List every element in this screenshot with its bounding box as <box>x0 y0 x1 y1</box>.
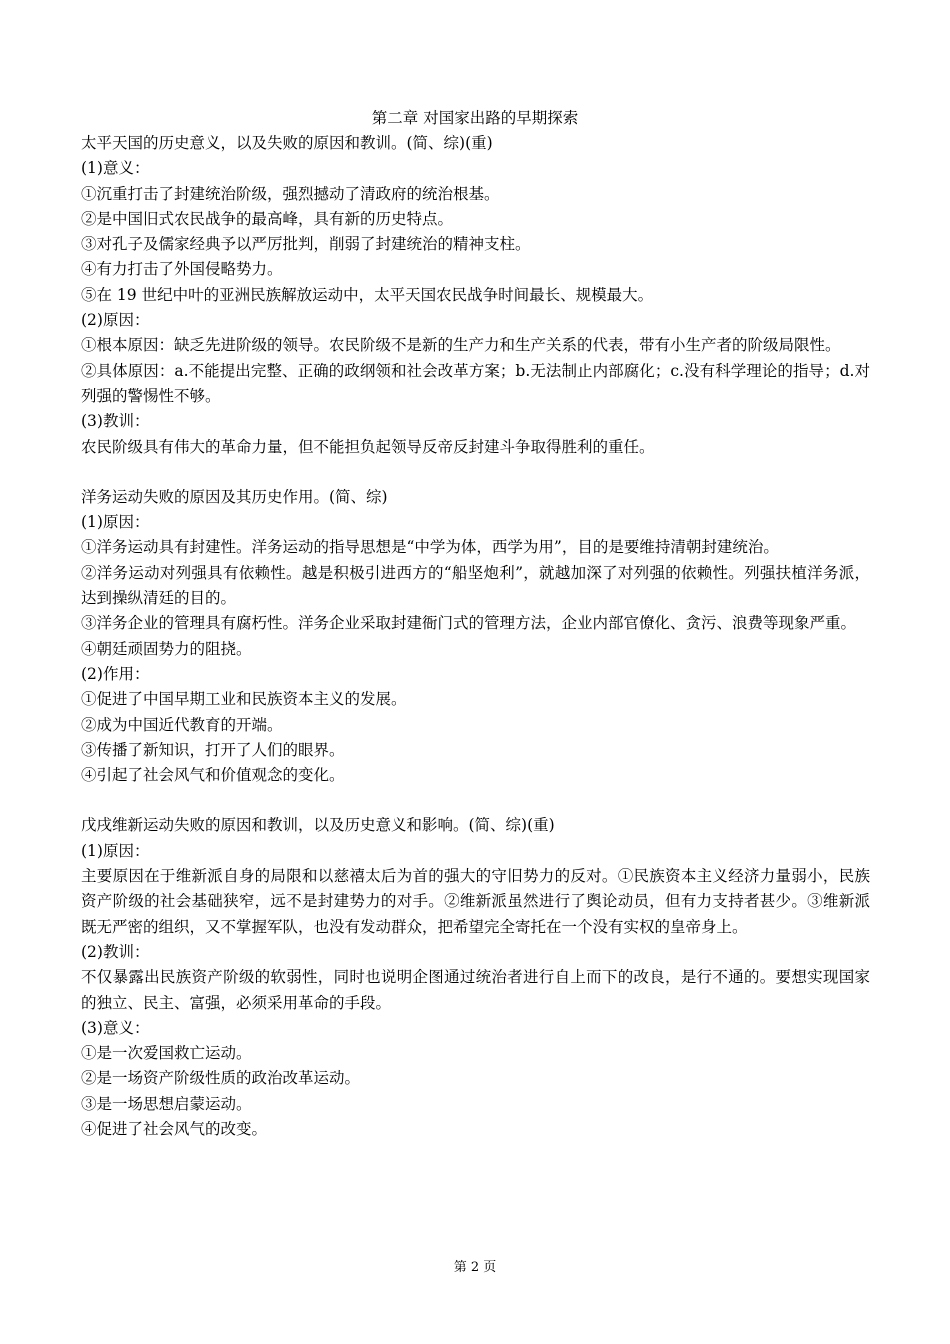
document-body <box>81 131 870 1142</box>
list-item: ④有力打击了外国侵略势力。 <box>81 260 283 279</box>
section-reform-1898 <box>81 813 870 1142</box>
list-item: ③对孔子及儒家经典予以严厉批判，削弱了封建统治的精神支柱。 <box>81 235 531 254</box>
list-item: ③洋务企业的管理具有腐朽性。洋务企业采取封建衙门式的管理方法，企业内部官僚化、贪污、浪费等现象严重。 <box>81 614 857 633</box>
list-item: ⑤在 19 世纪中叶的亚洲民族解放运动中，太平天国农民战争时间最长、规模最大。 <box>81 285 654 304</box>
paragraph: 农民阶级具有伟大的革命力量，但不能担负起领导反帝反封建斗争取得胜利的重任。 <box>81 437 655 456</box>
page-number: 第 2 页 <box>453 1260 497 1275</box>
list-item: ④促进了社会风气的改变。 <box>81 1119 268 1138</box>
section-taiping <box>81 131 870 460</box>
list-item: ③传播了新知识，打开了人们的眼界。 <box>81 740 345 759</box>
list-item: ②成为中国近代教育的开端。 <box>81 715 283 734</box>
list-item: ③是一场思想启蒙运动。 <box>81 1094 252 1113</box>
list-item: ②是一场资产阶级性质的政治改革运动。 <box>81 1069 361 1088</box>
section-spacer <box>81 788 870 813</box>
section-westernization <box>81 485 870 789</box>
subheading-meaning: (1)意义： <box>81 159 150 178</box>
subheading-meaning: (3)意义： <box>81 1018 150 1037</box>
subheading-reason: (1)原因： <box>81 513 150 532</box>
section-heading: 戊戌维新运动失败的原因和教训，以及历史意义和影响。(简、综)(重) <box>81 816 555 835</box>
list-item: ②是中国旧式农民战争的最高峰，具有新的历史特点。 <box>81 209 454 228</box>
paragraph: 主要原因在于维新派自身的局限和以慈禧太后为首的强大的守旧势力的反对。①民族资本主义经济力量弱小，民族资产阶级的社会基础狭窄，远不是封建势力的对手。②维新派虽然进行了舆论动员，但有力支持者甚少。③维新派既无严密的组织，又不掌握军队，也没有发动群众，把希望完全寄托在一个没有实权的皇帝身上。 <box>81 867 870 936</box>
list-item: ②洋务运动对列强具有依赖性。越是积极引进西方的“船坚炮利”，就越加深了对列强的依赖性。列强扶植洋务派，达到操纵清廷的目的。 <box>81 563 870 608</box>
section-heading: 洋务运动失败的原因及其历史作用。(简、综) <box>81 487 388 506</box>
section-heading: 太平天国的历史意义，以及失败的原因和教训。(简、综)(重) <box>81 134 493 152</box>
list-item: ①促进了中国早期工业和民族资本主义的发展。 <box>81 690 407 709</box>
list-item: ①根本原因：缺乏先进阶级的领导。农民阶级不是新的生产力和生产关系的代表，带有小生产者的阶级局限性。 <box>81 336 841 355</box>
paragraph: 不仅暴露出民族资产阶级的软弱性，同时也说明企图通过统治者进行自上而下的改良，是行不通的。要想实现国家的独立、民主、富强，必须采用革命的手段。 <box>81 968 870 1012</box>
subheading-effect: (2)作用： <box>81 664 150 683</box>
subheading-reason: (2)原因： <box>81 311 150 330</box>
list-item: ①沉重打击了封建统治阶级，强烈撼动了清政府的统治根基。 <box>81 184 500 203</box>
list-item: ④朝廷顽固势力的阻挠。 <box>81 639 252 658</box>
section-spacer <box>81 460 870 485</box>
page-title: 第二章 对国家出路的早期探索 <box>371 109 579 127</box>
list-item: ④引起了社会风气和价值观念的变化。 <box>81 766 345 785</box>
subheading-reason: (1)原因： <box>81 841 150 860</box>
subheading-lesson: (2)教训： <box>81 942 150 961</box>
list-item: ②具体原因：a.不能提出完整、正确的政纲领和社会改革方案；b.无法制止内部腐化；c.没有科学理论的指导；d.对列强的警惕性不够。 <box>81 361 870 405</box>
subheading-lesson: (3)教训： <box>81 412 150 431</box>
list-item: ①洋务运动具有封建性。洋务运动的指导思想是“中学为体，西学为用”，目的是要维持清朝封建统治。 <box>81 538 779 557</box>
list-item: ①是一次爱国救亡运动。 <box>81 1044 252 1063</box>
